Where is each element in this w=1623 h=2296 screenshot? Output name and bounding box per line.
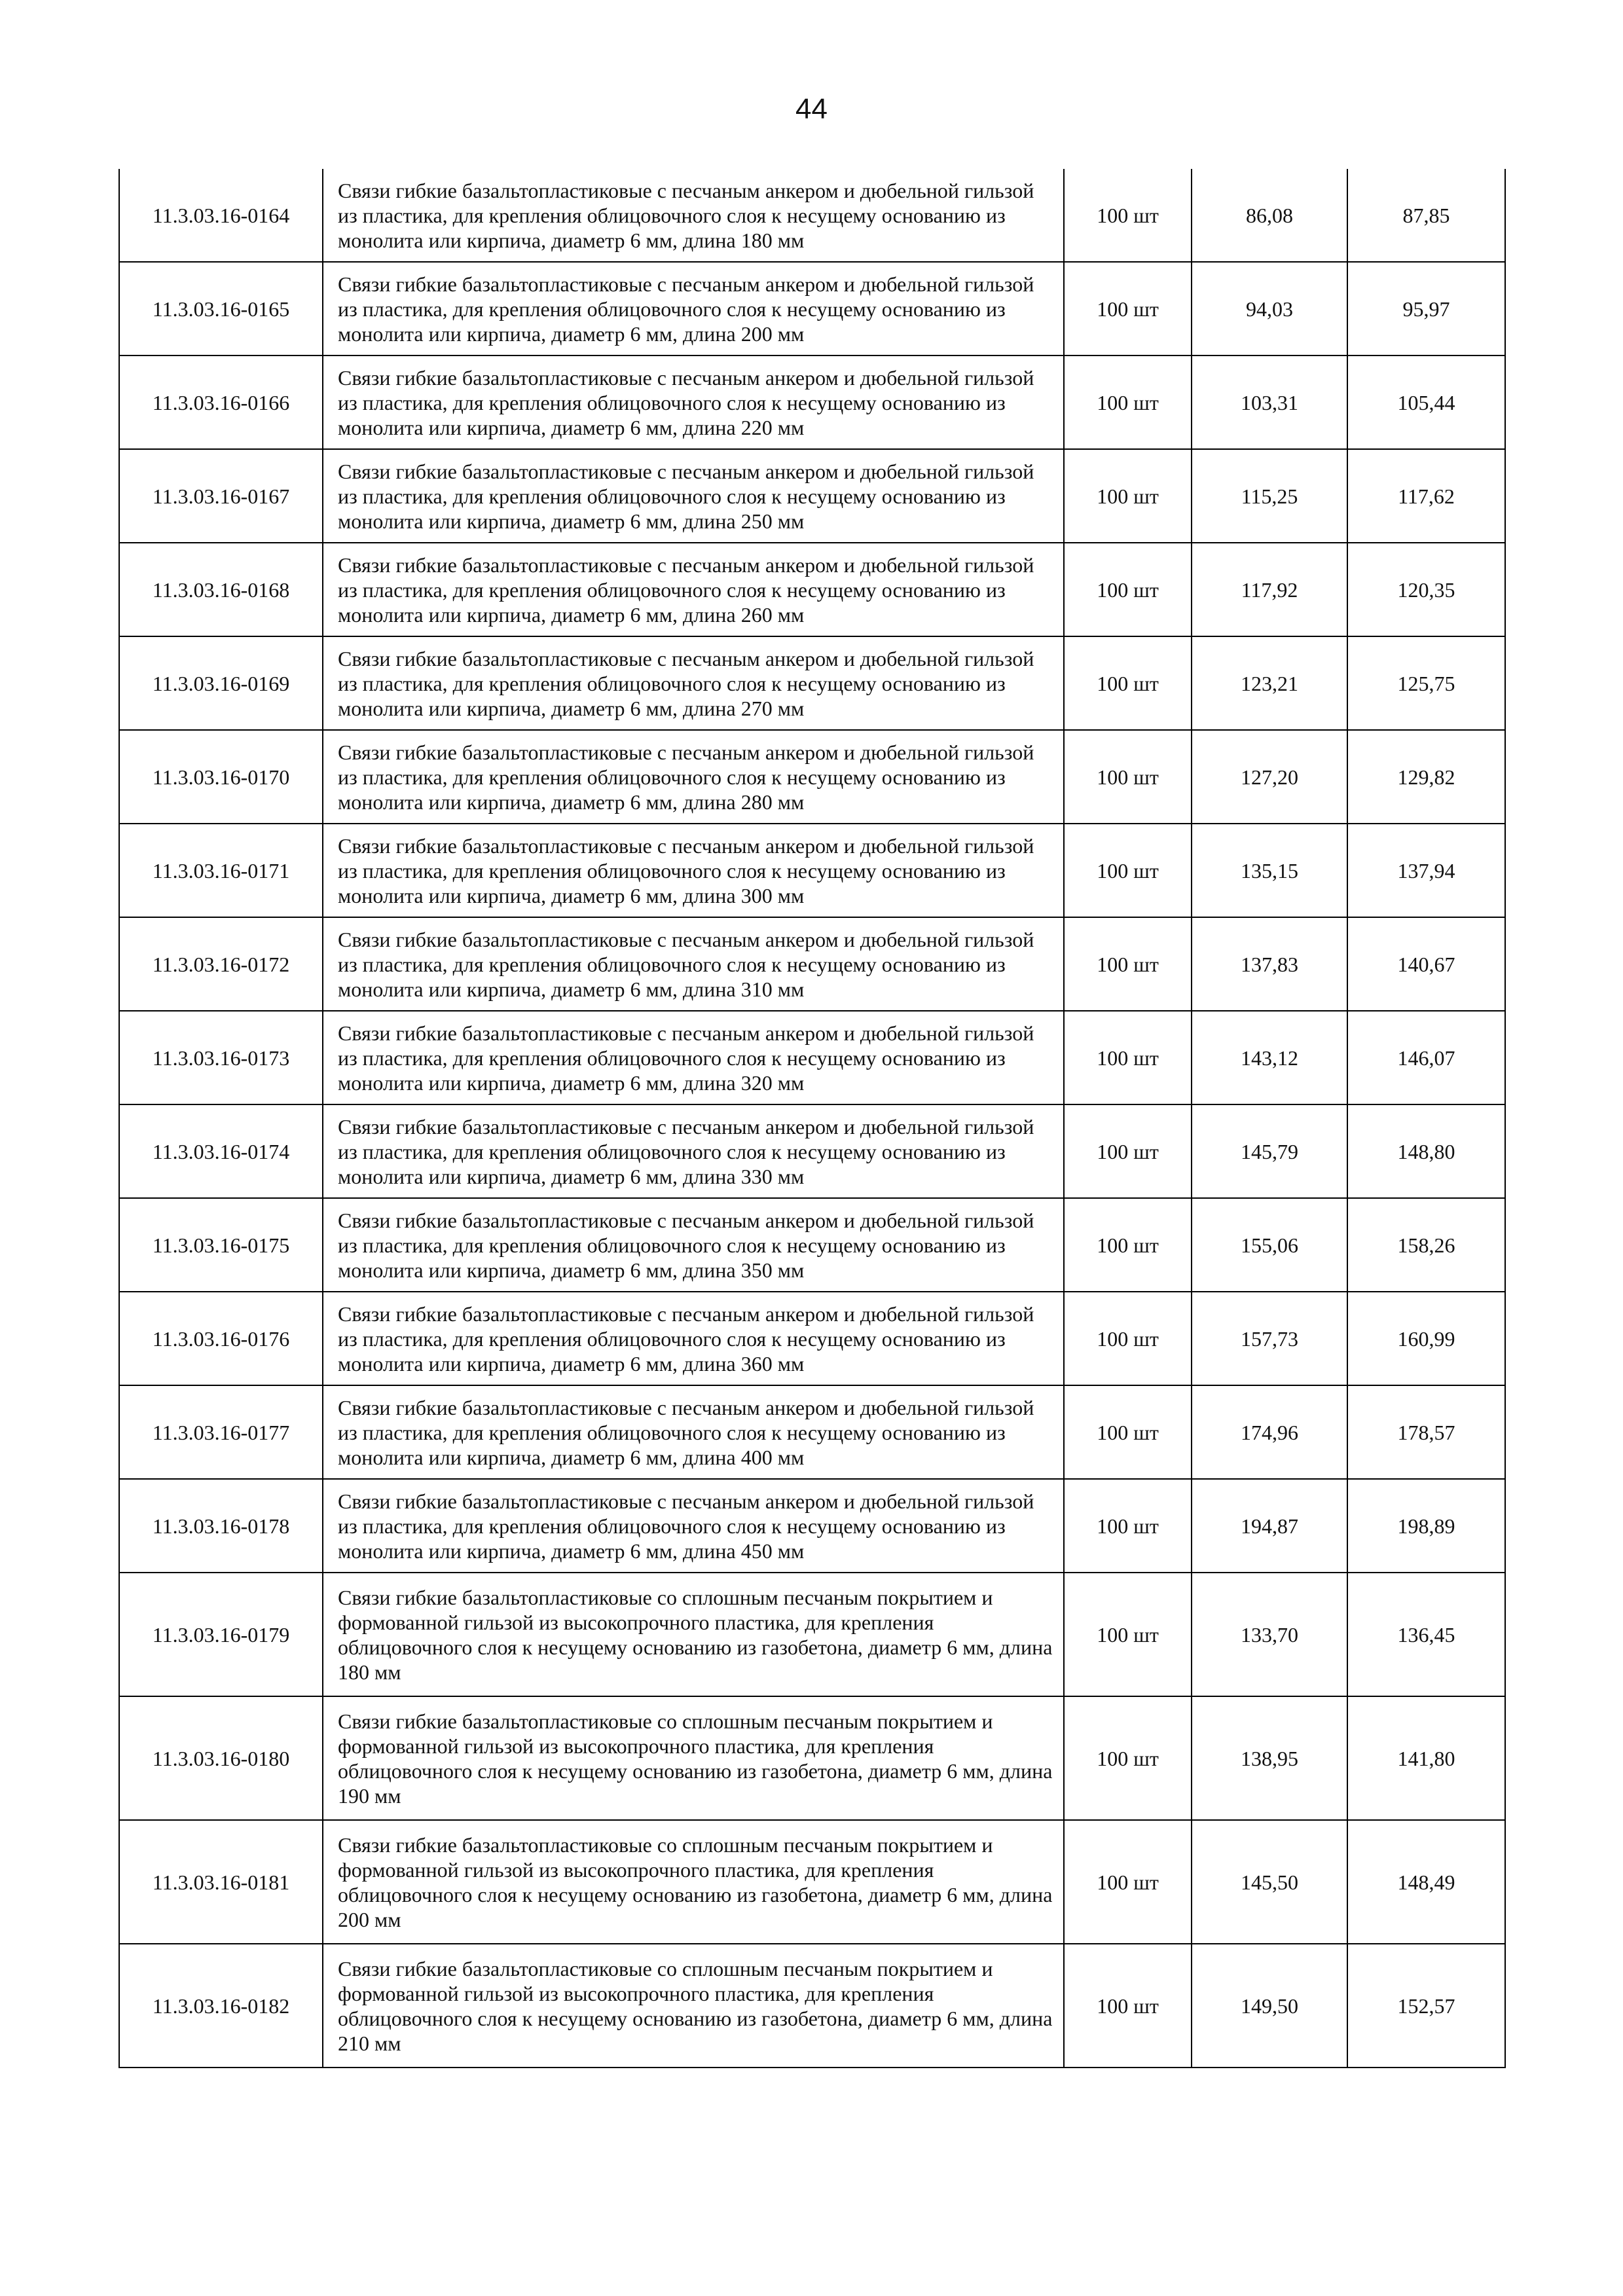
price-value-2: 137,94 [1347, 824, 1505, 917]
unit-of-measure: 100 шт [1064, 355, 1192, 449]
resource-description: Связи гибкие базальтопластиковые со сплошным песчаным покрытием и формованной гильзой из высокопрочного пластика, для крепления облицовочного слоя к несущему основанию из газобетона, диаметр 6 мм, длина 180 мм [323, 1573, 1064, 1696]
table-row [119, 1479, 1505, 1573]
table-row [119, 824, 1505, 917]
price-value-2: 146,07 [1347, 1011, 1505, 1104]
price-value-1: 94,03 [1192, 262, 1347, 355]
table-row [119, 1011, 1505, 1104]
price-table [119, 169, 1506, 2068]
resource-code: 11.3.03.16-0172 [119, 917, 323, 1011]
resource-description: Связи гибкие базальтопластиковые с песчаным анкером и дюбельной гильзой из пластика, для крепления облицовочного слоя к несущему основанию из монолита или кирпича, диаметр 6 мм, длина 350 мм [323, 1198, 1064, 1292]
unit-of-measure: 100 шт [1064, 1011, 1192, 1104]
price-value-2: 178,57 [1347, 1385, 1505, 1479]
price-value-2: 136,45 [1347, 1573, 1505, 1696]
unit-of-measure: 100 шт [1064, 824, 1192, 917]
resource-description: Связи гибкие базальтопластиковые с песчаным анкером и дюбельной гильзой из пластика, для крепления облицовочного слоя к несущему основанию из монолита или кирпича, диаметр 6 мм, длина 400 мм [323, 1385, 1064, 1479]
price-value-2: 141,80 [1347, 1696, 1505, 1820]
table-row [119, 730, 1505, 824]
table-row [119, 1198, 1505, 1292]
resource-code: 11.3.03.16-0168 [119, 543, 323, 636]
resource-description: Связи гибкие базальтопластиковые с песчаным анкером и дюбельной гильзой из пластика, для крепления облицовочного слоя к несущему основанию из монолита или кирпича, диаметр 6 мм, длина 320 мм [323, 1011, 1064, 1104]
resource-code: 11.3.03.16-0176 [119, 1292, 323, 1385]
resource-code: 11.3.03.16-0167 [119, 449, 323, 543]
unit-of-measure: 100 шт [1064, 449, 1192, 543]
table-row [119, 449, 1505, 543]
resource-description: Связи гибкие базальтопластиковые с песчаным анкером и дюбельной гильзой из пластика, для крепления облицовочного слоя к несущему основанию из монолита или кирпича, диаметр 6 мм, длина 270 мм [323, 636, 1064, 730]
unit-of-measure: 100 шт [1064, 1696, 1192, 1820]
price-value-2: 105,44 [1347, 355, 1505, 449]
resource-description: Связи гибкие базальтопластиковые со сплошным песчаным покрытием и формованной гильзой из высокопрочного пластика, для крепления облицовочного слоя к несущему основанию из газобетона, диаметр 6 мм, длина 210 мм [323, 1944, 1064, 2068]
table-row [119, 1573, 1505, 1696]
price-value-1: 143,12 [1192, 1011, 1347, 1104]
resource-code: 11.3.03.16-0171 [119, 824, 323, 917]
resource-code: 11.3.03.16-0169 [119, 636, 323, 730]
price-value-1: 137,83 [1192, 917, 1347, 1011]
price-value-2: 148,80 [1347, 1104, 1505, 1198]
resource-description: Связи гибкие базальтопластиковые с песчаным анкером и дюбельной гильзой из пластика, для крепления облицовочного слоя к несущему основанию из монолита или кирпича, диаметр 6 мм, длина 300 мм [323, 824, 1064, 917]
resource-code: 11.3.03.16-0177 [119, 1385, 323, 1479]
table-row [119, 1820, 1505, 1944]
price-value-1: 103,31 [1192, 355, 1347, 449]
unit-of-measure: 100 шт [1064, 730, 1192, 824]
unit-of-measure: 100 шт [1064, 1292, 1192, 1385]
price-value-1: 135,15 [1192, 824, 1347, 917]
price-value-1: 115,25 [1192, 449, 1347, 543]
price-value-1: 145,79 [1192, 1104, 1347, 1198]
price-value-1: 117,92 [1192, 543, 1347, 636]
resource-description: Связи гибкие базальтопластиковые с песчаным анкером и дюбельной гильзой из пластика, для крепления облицовочного слоя к несущему основанию из монолита или кирпича, диаметр 6 мм, длина 360 мм [323, 1292, 1064, 1385]
resource-code: 11.3.03.16-0179 [119, 1573, 323, 1696]
resource-code: 11.3.03.16-0170 [119, 730, 323, 824]
price-value-1: 133,70 [1192, 1573, 1347, 1696]
resource-code: 11.3.03.16-0165 [119, 262, 323, 355]
price-value-1: 174,96 [1192, 1385, 1347, 1479]
resource-code: 11.3.03.16-0166 [119, 355, 323, 449]
price-value-2: 125,75 [1347, 636, 1505, 730]
resource-description: Связи гибкие базальтопластиковые с песчаным анкером и дюбельной гильзой из пластика, для крепления облицовочного слоя к несущему основанию из монолита или кирпича, диаметр 6 мм, длина 330 мм [323, 1104, 1064, 1198]
price-value-1: 123,21 [1192, 636, 1347, 730]
unit-of-measure: 100 шт [1064, 1820, 1192, 1944]
resource-code: 11.3.03.16-0181 [119, 1820, 323, 1944]
unit-of-measure: 100 шт [1064, 917, 1192, 1011]
table-row [119, 917, 1505, 1011]
table-row [119, 1292, 1505, 1385]
resource-code: 11.3.03.16-0180 [119, 1696, 323, 1820]
price-value-1: 127,20 [1192, 730, 1347, 824]
price-value-2: 95,97 [1347, 262, 1505, 355]
table-row [119, 543, 1505, 636]
resource-code: 11.3.03.16-0175 [119, 1198, 323, 1292]
resource-description: Связи гибкие базальтопластиковые с песчаным анкером и дюбельной гильзой из пластика, для крепления облицовочного слоя к несущему основанию из монолита или кирпича, диаметр 6 мм, длина 450 мм [323, 1479, 1064, 1573]
page-number: 44 [795, 93, 828, 125]
resource-description: Связи гибкие базальтопластиковые со сплошным песчаным покрытием и формованной гильзой из высокопрочного пластика, для крепления облицовочного слоя к несущему основанию из газобетона, диаметр 6 мм, длина 200 мм [323, 1820, 1064, 1944]
resource-description: Связи гибкие базальтопластиковые с песчаным анкером и дюбельной гильзой из пластика, для крепления облицовочного слоя к несущему основанию из монолита или кирпича, диаметр 6 мм, длина 280 мм [323, 730, 1064, 824]
table-row [119, 262, 1505, 355]
resource-code: 11.3.03.16-0173 [119, 1011, 323, 1104]
price-value-2: 117,62 [1347, 449, 1505, 543]
resource-description: Связи гибкие базальтопластиковые с песчаным анкером и дюбельной гильзой из пластика, для крепления облицовочного слоя к несущему основанию из монолита или кирпича, диаметр 6 мм, длина 180 мм [323, 169, 1064, 262]
price-value-1: 155,06 [1192, 1198, 1347, 1292]
unit-of-measure: 100 шт [1064, 636, 1192, 730]
resource-code: 11.3.03.16-0174 [119, 1104, 323, 1198]
unit-of-measure: 100 шт [1064, 543, 1192, 636]
resource-description: Связи гибкие базальтопластиковые с песчаным анкером и дюбельной гильзой из пластика, для крепления облицовочного слоя к несущему основанию из монолита или кирпича, диаметр 6 мм, длина 260 мм [323, 543, 1064, 636]
table-row [119, 1385, 1505, 1479]
resource-description: Связи гибкие базальтопластиковые с песчаным анкером и дюбельной гильзой из пластика, для крепления облицовочного слоя к несущему основанию из монолита или кирпича, диаметр 6 мм, длина 250 мм [323, 449, 1064, 543]
price-value-2: 148,49 [1347, 1820, 1505, 1944]
price-value-1: 157,73 [1192, 1292, 1347, 1385]
unit-of-measure: 100 шт [1064, 1385, 1192, 1479]
table-row [119, 169, 1505, 262]
table-row [119, 1104, 1505, 1198]
price-value-1: 194,87 [1192, 1479, 1347, 1573]
price-value-2: 87,85 [1347, 169, 1505, 262]
resource-description: Связи гибкие базальтопластиковые с песчаным анкером и дюбельной гильзой из пластика, для крепления облицовочного слоя к несущему основанию из монолита или кирпича, диаметр 6 мм, длина 200 мм [323, 262, 1064, 355]
price-value-2: 160,99 [1347, 1292, 1505, 1385]
unit-of-measure: 100 шт [1064, 1573, 1192, 1696]
resource-description: Связи гибкие базальтопластиковые со сплошным песчаным покрытием и формованной гильзой из высокопрочного пластика, для крепления облицовочного слоя к несущему основанию из газобетона, диаметр 6 мм, длина 190 мм [323, 1696, 1064, 1820]
price-value-2: 129,82 [1347, 730, 1505, 824]
price-table-body [119, 169, 1505, 2068]
price-value-2: 198,89 [1347, 1479, 1505, 1573]
unit-of-measure: 100 шт [1064, 262, 1192, 355]
price-value-2: 158,26 [1347, 1198, 1505, 1292]
price-value-1: 86,08 [1192, 169, 1347, 262]
table-row [119, 1944, 1505, 2068]
resource-description: Связи гибкие базальтопластиковые с песчаным анкером и дюбельной гильзой из пластика, для крепления облицовочного слоя к несущему основанию из монолита или кирпича, диаметр 6 мм, длина 310 мм [323, 917, 1064, 1011]
price-value-2: 140,67 [1347, 917, 1505, 1011]
resource-code: 11.3.03.16-0164 [119, 169, 323, 262]
price-value-2: 120,35 [1347, 543, 1505, 636]
table-row [119, 355, 1505, 449]
unit-of-measure: 100 шт [1064, 1479, 1192, 1573]
price-value-1: 149,50 [1192, 1944, 1347, 2068]
unit-of-measure: 100 шт [1064, 169, 1192, 262]
table-row [119, 1696, 1505, 1820]
price-value-1: 145,50 [1192, 1820, 1347, 1944]
resource-code: 11.3.03.16-0182 [119, 1944, 323, 2068]
unit-of-measure: 100 шт [1064, 1104, 1192, 1198]
unit-of-measure: 100 шт [1064, 1198, 1192, 1292]
table-row [119, 636, 1505, 730]
price-value-1: 138,95 [1192, 1696, 1347, 1820]
price-value-2: 152,57 [1347, 1944, 1505, 2068]
resource-description: Связи гибкие базальтопластиковые с песчаным анкером и дюбельной гильзой из пластика, для крепления облицовочного слоя к несущему основанию из монолита или кирпича, диаметр 6 мм, длина 220 мм [323, 355, 1064, 449]
unit-of-measure: 100 шт [1064, 1944, 1192, 2068]
resource-code: 11.3.03.16-0178 [119, 1479, 323, 1573]
